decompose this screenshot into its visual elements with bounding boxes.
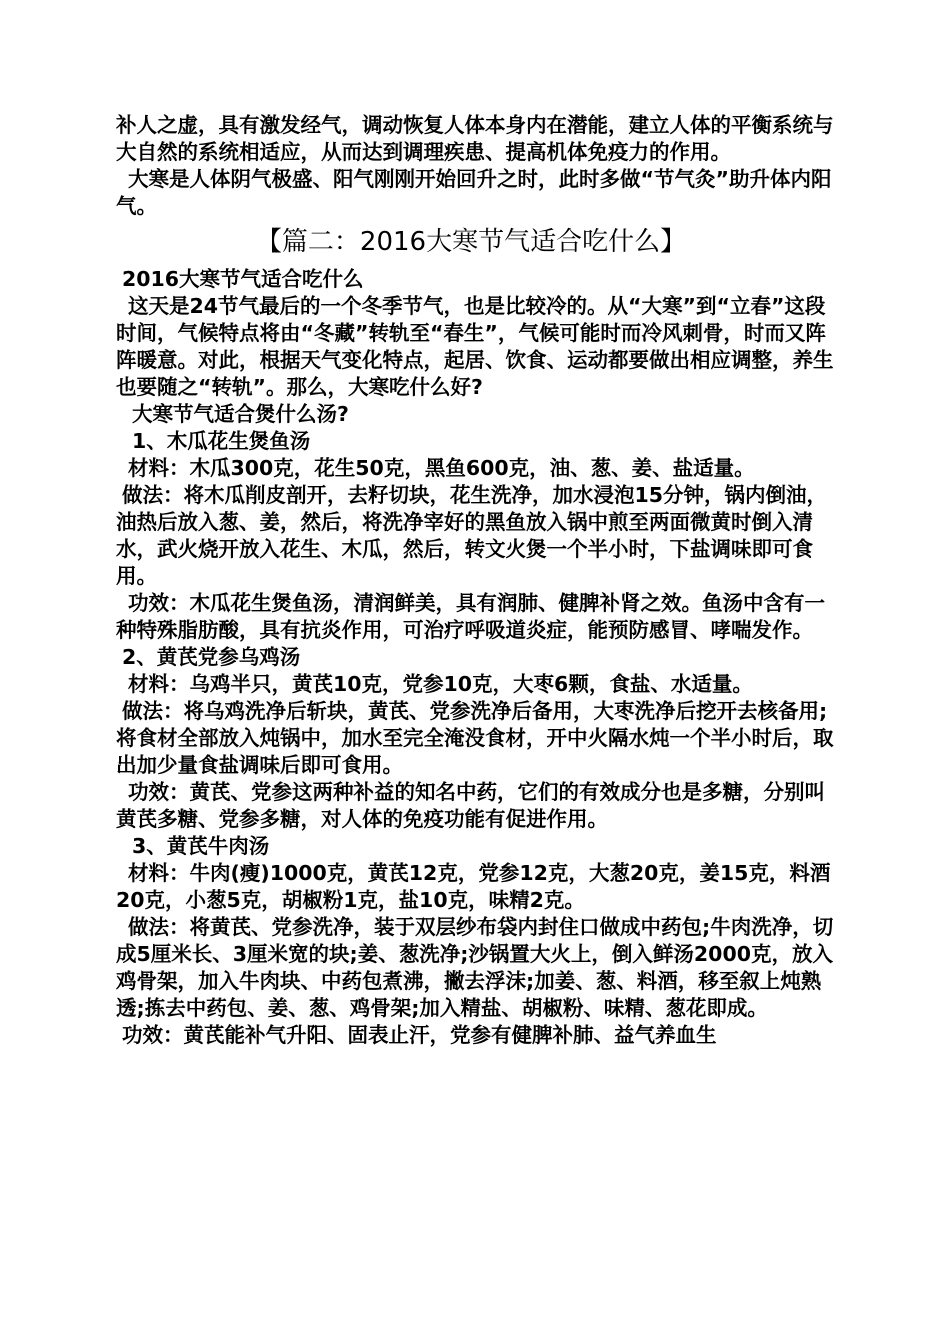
- recipe-3-materials: 材料：牛肉(瘦)1000克，黄芪12克，党参12克，大葱20克，姜15克，料酒20克，小葱5克，胡椒粉1克，盐10克，味精2克。: [116, 861, 831, 912]
- recipe-1-name: 1、木瓜花生煲鱼汤: [132, 429, 311, 453]
- article-title: 2016大寒节气适合吃什么: [122, 267, 364, 291]
- recipe-2-materials: 材料：乌鸡半只，黄芪10克，党参10克，大枣6颗，食盐、水适量。: [128, 672, 753, 696]
- section-title: 【篇二：2016大寒节气适合吃什么】: [255, 227, 687, 257]
- recipe-3-name: 3、黄芪牛肉汤: [132, 834, 270, 858]
- recipe-1-materials: 材料：木瓜300克，花生50克，黑鱼600克，油、葱、姜、盐适量。: [128, 456, 755, 480]
- article-question: 大寒节气适合煲什么汤?: [132, 402, 349, 426]
- recipe-1-method: 做法：将木瓜削皮剖开，去籽切块，花生洗净，加水浸泡15分钟，锅内倒油，油热后放入葱、姜，然后，将洗净宰好的黑鱼放入锅中煎至两面微黄时倒入清水，武火烧开放入花生、木瓜，然后，转文火煲一个半小时，下盐调味即可食用。: [116, 483, 828, 588]
- recipe-2-effect: 功效：黄芪、党参这两种补益的知名中药，它们的有效成分也是多糖，分别叫黄芪多糖、党参多糖，对人体的免疫功能有促进作用。: [116, 780, 825, 831]
- intro-paragraph-1: 补人之虚，具有激发经气，调动恢复人体本身内在潜能，建立人体的平衡系统与大自然的系统相适应，从而达到调理疾患、提高机体免疫力的作用。: [116, 113, 834, 164]
- recipe-3-effect: 功效：黄芪能补气升阳、固表止汗，党参有健脾补肺、益气养血生: [122, 1023, 717, 1047]
- recipe-3-method: 做法：将黄芪、党参洗净，装于双层纱布袋内封住口做成中药包;牛肉洗净，切成5厘米长、3厘米宽的块;姜、葱洗净;沙锅置大火上，倒入鲜汤2000克，放入鸡骨架，加入牛肉块、中药包煮沸，撇去浮沫;加姜、葱、料酒，移至叙上炖熟透;拣去中药包、姜、葱、鸡骨架;加入精盐、胡椒粉、味精、葱花即成。: [116, 915, 834, 1020]
- recipe-2-name: 2、黄芪党参乌鸡汤: [122, 645, 301, 669]
- article-lead-paragraph: 这天是24节气最后的一个冬季节气，也是比较冷的。从“大寒”到“立春”这段时间，气候特点将由“冬藏”转轨至“春生”，气候可能时而冷风刺骨，时而又阵阵暖意。对此，根据天气变化特点，起居、饮食、运动都要做出相应调整，养生也要随之“转轨”。那么，大寒吃什么好?: [116, 294, 834, 399]
- recipe-2-method: 做法：将乌鸡洗净后斩块，黄芪、党参洗净后备用，大枣洗净后挖开去核备用;将食材全部放入炖锅中，加水至完全淹没食材，开中火隔水炖一个半小时后，取出加少量食盐调味后即可食用。: [116, 699, 834, 777]
- document-body: [116, 112, 836, 1049]
- intro-paragraph-2: 大寒是人体阴气极盛、阳气刚刚开始回升之时，此时多做“节气灸”助升体内阳气。: [116, 167, 832, 218]
- recipe-1-effect: 功效：木瓜花生煲鱼汤，清润鲜美，具有润肺、健脾补肾之效。鱼汤中含有一种特殊脂肪酸，具有抗炎作用，可治疗呼吸道炎症，能预防感冒、哮喘发作。: [116, 591, 825, 642]
